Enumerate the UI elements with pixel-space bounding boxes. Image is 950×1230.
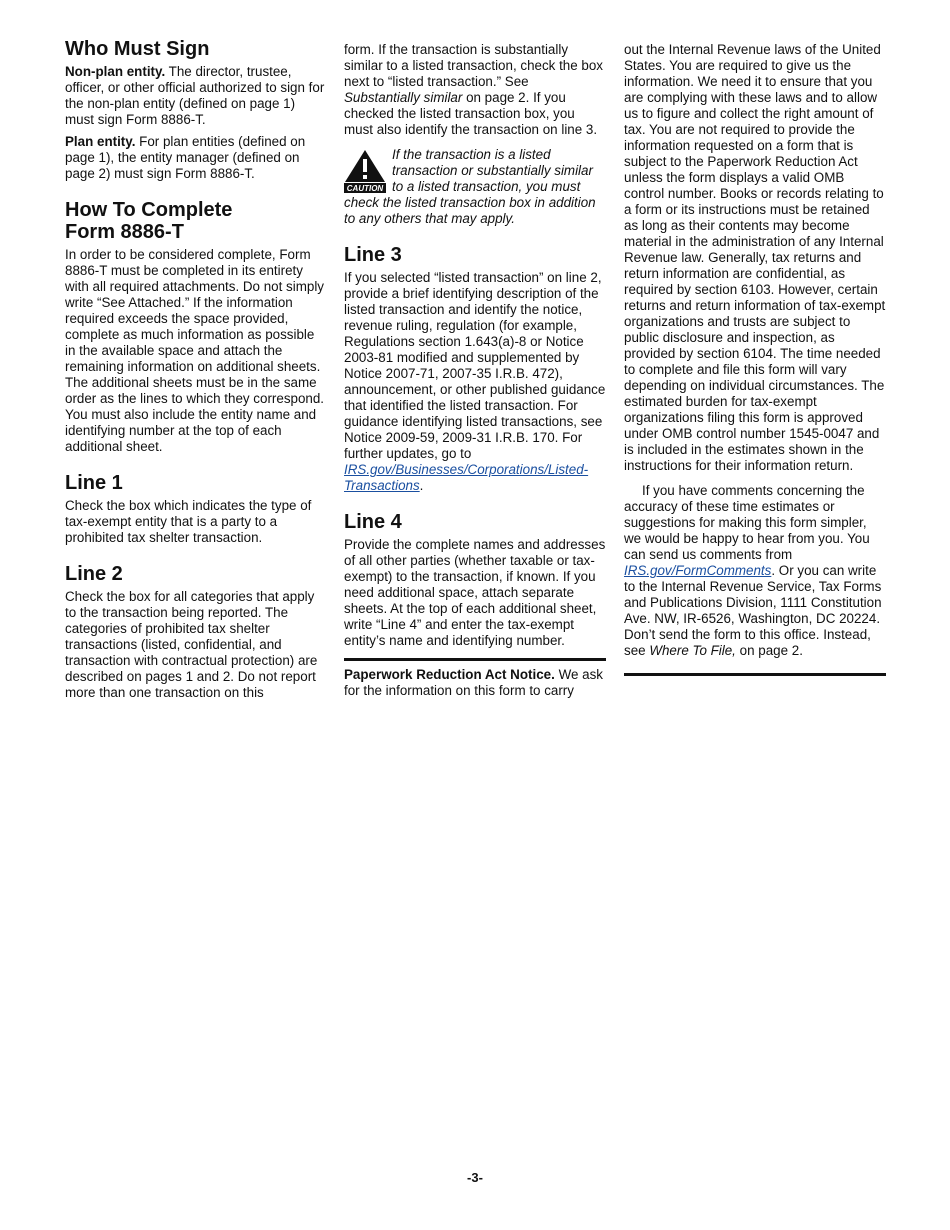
caution-icon — [344, 149, 386, 193]
line2-continued-text — [344, 42, 606, 138]
comments-paragraph — [624, 483, 886, 659]
page-number: -3- — [467, 1170, 483, 1185]
paperwork-notice-text: We ask for the information on this form to carry — [344, 667, 603, 698]
line4-heading: Line 4 — [344, 511, 402, 533]
caution-text: If the transaction is a listed transaction or substantially similar to a listed transaction, you must check the listed transaction box in addition to any others that may apply. — [344, 147, 596, 226]
line2-cont-a: form. If the transaction is substantially similar to a listed transaction, check the box next to “listed transaction.” See — [344, 42, 604, 89]
plan-entity-text: For plan entities (defined on page 1), the entity manager (defined on page 2) must sign Form 8886-T. — [65, 134, 306, 181]
end-divider — [624, 673, 886, 676]
comments-text-a: If you have comments concerning the accuracy of these time estimates or suggestions for making this form simpler, we would be happy to hear from you. You can send us comments from — [624, 483, 870, 562]
comments-text-b: . Or you can write to the Internal Revenue Service, Tax Forms and Publications Division, 1111 Constitution Ave. NW, IR-6526, Washington, DC 20224. Don’t send the form to this office. Instead, see — [624, 563, 882, 658]
caution-label: CAUTION — [346, 184, 384, 193]
line1-text: Check the box which indicates the type of tax-exempt entity that is a party to a prohibited tax shelter transaction. — [65, 498, 312, 545]
caution-note — [344, 147, 606, 227]
line2-heading: Line 2 — [65, 563, 123, 585]
how-heading-line1: How To Complete — [65, 199, 233, 221]
nonplan-entity-paragraph — [65, 64, 327, 128]
how-to-complete-text: In order to be considered complete, Form 8886-T must be completed in its entirety with all required attachments. Do not simply write “See Attached.” If the information required exceeds the space provided, complete as much information as possible in the available space and attach the remaining information on additional sheets. The additional sheets must be in the same order as the lines to which they correspond. You must also include the entity name and identifying number at the top of each additional sheet. — [65, 247, 325, 454]
line2-cont-b: on page 2. If you checked the listed transaction box, you must also identify the transaction on line 3. — [344, 90, 598, 137]
column-2 — [344, 42, 606, 699]
paperwork-notice-term: Paperwork Reduction Act Notice. — [344, 667, 555, 682]
who-must-sign-heading: Who Must Sign — [65, 38, 210, 60]
nonplan-entity-text: The director, trustee, officer, or other official authorized to sign for the non-plan entity (defined on page 1) must sign Form 8886-T. — [65, 64, 325, 127]
line3-text: If you selected “listed transaction” on line 2, provide a brief identifying description of the listed transaction and identify the notice, revenue ruling, regulation (for example, Regulations section 1.643(a)-8 or Notice 2003-81 modified and supplemented by Notice 2007-71, 2007-35 I.R.B. 472), announcement, or other published guidance that identified the listed transaction. For guidance identifying listed transactions, see Notice 2009-59, 2009-31 I.R.B. 170. For further updates, go to — [344, 270, 606, 461]
how-heading-line2: Form 8886-T — [65, 221, 184, 243]
nonplan-entity-term: Non-plan entity. — [65, 64, 166, 79]
comments-text-c: on page 2. — [739, 643, 803, 658]
plan-entity-term: Plan entity. — [65, 134, 136, 149]
where-to-file-ref: Where To File, — [649, 643, 736, 658]
column-3 — [624, 42, 886, 676]
paperwork-notice — [344, 658, 606, 699]
listed-transactions-link[interactable]: IRS.gov/Businesses/Corporations/Listed-Transactions — [344, 462, 589, 493]
line1-heading: Line 1 — [65, 472, 123, 494]
form-comments-link[interactable]: IRS.gov/FormComments — [624, 563, 772, 578]
line4-text: Provide the complete names and addresses of all other parties (whether taxable or tax-exempt) to the transaction, if known. If you need additional space, attach separate sheets. At the top of each additional sheet, write “Line 4” and enter the tax-exempt entity’s name and identifying number. — [344, 537, 606, 648]
column-1 — [65, 38, 327, 701]
paperwork-notice-continued: out the Internal Revenue laws of the United States. You are required to give us the information. We need it to ensure that you are complying with these laws and to allow us to figure and collect the right amount of tax. You are not required to provide the information requested on a form that is subject to the Paperwork Reduction Act unless the form displays a valid OMB control number. Books or records relating to a form or its instructions must be retained as long as their contents may become material in the administration of any Internal Revenue law. Generally, tax returns and return information are confidential, as required by section 6103. However, certain returns and return information of tax-exempt organizations and trusts are subject to public disclosure and inspection, as provided by section 6104. The time needed to complete and file this form will vary depending on individual circumstances. The estimated burden for tax-exempt organizations filing this form is approved under OMB control number 1545-0047 and is included in the estimates shown in the instructions for their information return. — [624, 42, 886, 473]
line3-paragraph: If you selected “listed transaction” on line 2, provide a brief identifying description of the listed transaction and identify the notice, revenue ruling, regulation (for example, Regulations section 1.643(a)-8 or Notice 2003-81 modified and supplemented by Notice 2007-71, 2007-35 I.R.B. 472), announcement, or other published guidance that identified the listed transaction. For guidance identifying listed transactions, see Notice 2009-59, 2009-31 I.R.B. 170. For further updates, go to IRS.gov/Businesses/Corporations/Listed-Transactions. — [344, 270, 606, 493]
line3-heading: Line 3 — [344, 244, 402, 266]
plan-entity-paragraph — [65, 134, 327, 182]
how-to-complete-heading — [65, 199, 327, 243]
line2-text: Check the box for all categories that apply to the transaction being reported. The categories of prohibited tax shelter transactions (listed, confidential, and transaction with contractual protection) are described on pages 1 and 2. Do not report more than one transaction on this — [65, 589, 318, 700]
substantially-similar-ref: Substantially similar — [344, 90, 463, 105]
